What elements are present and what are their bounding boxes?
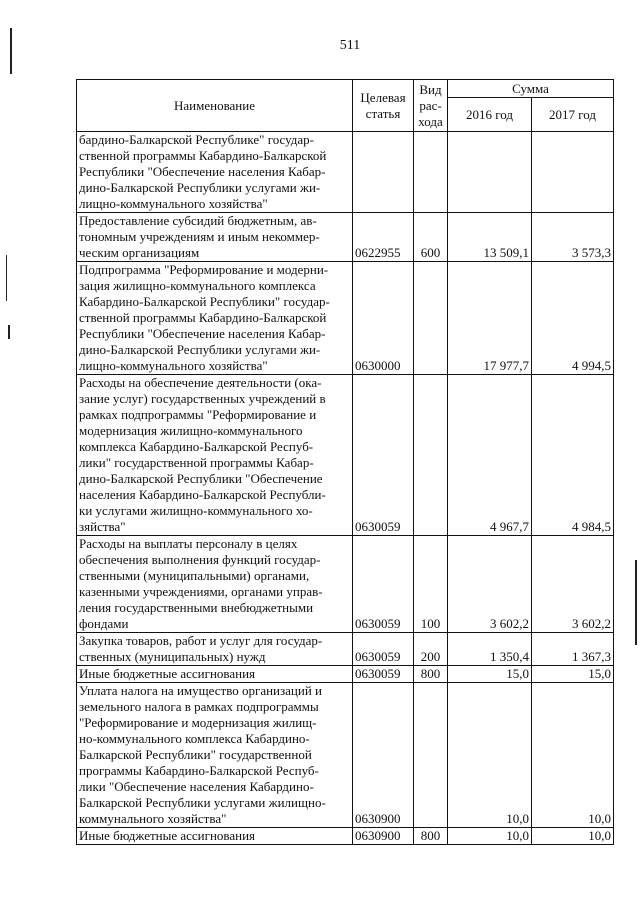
table-row (77, 262, 614, 375)
row-target-code: 0630000 (353, 262, 414, 375)
row-value-2016 (448, 132, 532, 213)
row-name: Расходы на выплаты персоналу в целях обеспечения выполнения функций государ- ственными (муниципальными) органами, казенными учреждениями, органами управ- ления государственными внебюджетными фондами (77, 536, 353, 633)
budget-table (76, 79, 614, 845)
row-expense-type (414, 683, 448, 828)
row-value-2017: 15,0 (532, 666, 614, 683)
row-value-2016: 15,0 (448, 666, 532, 683)
header-expense-type-line: хода (418, 113, 443, 129)
row-value-2016: 1 350,4 (448, 633, 532, 666)
row-target-code: 0630059 (353, 536, 414, 633)
table-row (77, 633, 614, 666)
row-target-code: 0630059 (353, 633, 414, 666)
row-value-2016: 4 967,7 (448, 375, 532, 536)
header-expense-type-line: рас- (419, 97, 442, 113)
header-target-line: Целевая (360, 89, 406, 105)
row-value-2016: 10,0 (448, 828, 532, 845)
row-expense-type (414, 132, 448, 213)
table-row (77, 132, 614, 213)
row-expense-type: 800 (414, 666, 448, 683)
row-name: Подпрограмма "Реформирование и модерни- зация жилищно-коммунального комплекса Кабардино-Балкарской Республики" государ- ственной программы Кабардино-Балкарской Республики "Обеспечение населения Кабар- дино-Балкарской Республики услугами жи- лищно-коммунального хозяйства" (77, 262, 353, 375)
table-row (77, 666, 614, 683)
scan-mark (8, 325, 10, 339)
row-expense-type: 800 (414, 828, 448, 845)
table-row (77, 375, 614, 536)
table-row (77, 213, 614, 262)
header-expense-type-line: Вид (419, 81, 442, 97)
row-expense-type: 600 (414, 213, 448, 262)
row-target-code (353, 132, 414, 213)
row-target-code: 0630059 (353, 666, 414, 683)
header-expense-type (414, 80, 448, 132)
page-number: 511 (339, 38, 361, 53)
scan-mark (635, 560, 637, 645)
row-target-code: 0622955 (353, 213, 414, 262)
row-value-2017 (532, 132, 614, 213)
row-expense-type: 200 (414, 633, 448, 666)
row-name: Иные бюджетные ассигнования (77, 666, 353, 683)
header-target-line: статья (365, 105, 401, 121)
row-value-2016: 17 977,7 (448, 262, 532, 375)
header-sum: Сумма (448, 80, 614, 98)
row-value-2017: 4 994,5 (532, 262, 614, 375)
row-expense-type (414, 375, 448, 536)
row-name: Предоставление субсидий бюджетным, ав- тономным учреждениям и иным некоммер- ческим организациям (77, 213, 353, 262)
row-target-code: 0630900 (353, 683, 414, 828)
row-value-2017: 1 367,3 (532, 633, 614, 666)
row-name: Иные бюджетные ассигнования (77, 828, 353, 845)
row-value-2016: 13 509,1 (448, 213, 532, 262)
table-row (77, 536, 614, 633)
header-target (353, 80, 414, 132)
row-expense-type: 100 (414, 536, 448, 633)
row-value-2017: 4 984,5 (532, 375, 614, 536)
row-target-code: 0630900 (353, 828, 414, 845)
row-value-2017: 3 602,2 (532, 536, 614, 633)
table-row (77, 683, 614, 828)
header-name: Наименование (77, 80, 353, 132)
table-row (77, 828, 614, 845)
scan-mark (6, 255, 7, 301)
row-value-2017: 3 573,3 (532, 213, 614, 262)
row-value-2017: 10,0 (532, 683, 614, 828)
row-name: Уплата налога на имущество организаций и земельного налога в рамках подпрограммы "Реформирование и модернизация жилищ- но-коммунального комплекса Кабардино- Балкарской Республики" государственной программы Кабардино-Балкарской Респуб- лики "Обеспечение населения Кабардино- Балкарской Республики услугами жилищно- коммунального хозяйства" (77, 683, 353, 828)
row-name: Закупка товаров, работ и услуг для государ- ственных (муниципальных) нужд (77, 633, 353, 666)
row-name: Расходы на обеспечение деятельности (ока- зание услуг) государственных учреждений в рамках подпрограммы "Реформирование и модернизация жилищно-коммунального комплекса Кабардино-Балкарской Респуб- лики" государственной программы Кабар- дино-Балкарской Республики "Обеспечение населения Кабардино-Балкарской Республи- ки услугами жилищно-коммунального хо- зяйства" (77, 375, 353, 536)
row-value-2016: 10,0 (448, 683, 532, 828)
header-year-2016: 2016 год (448, 98, 532, 132)
row-value-2016: 3 602,2 (448, 536, 532, 633)
table-body (77, 132, 614, 845)
row-target-code: 0630059 (353, 375, 414, 536)
row-name: бардино-Балкарской Республике" государ- ственной программы Кабардино-Балкарской Республики "Обеспечение населения Кабар- дино-Балкарской Республики услугами жи- лищно-коммунального хозяйства" (77, 132, 353, 213)
header-year-2017: 2017 год (532, 98, 614, 132)
row-value-2017: 10,0 (532, 828, 614, 845)
row-expense-type (414, 262, 448, 375)
